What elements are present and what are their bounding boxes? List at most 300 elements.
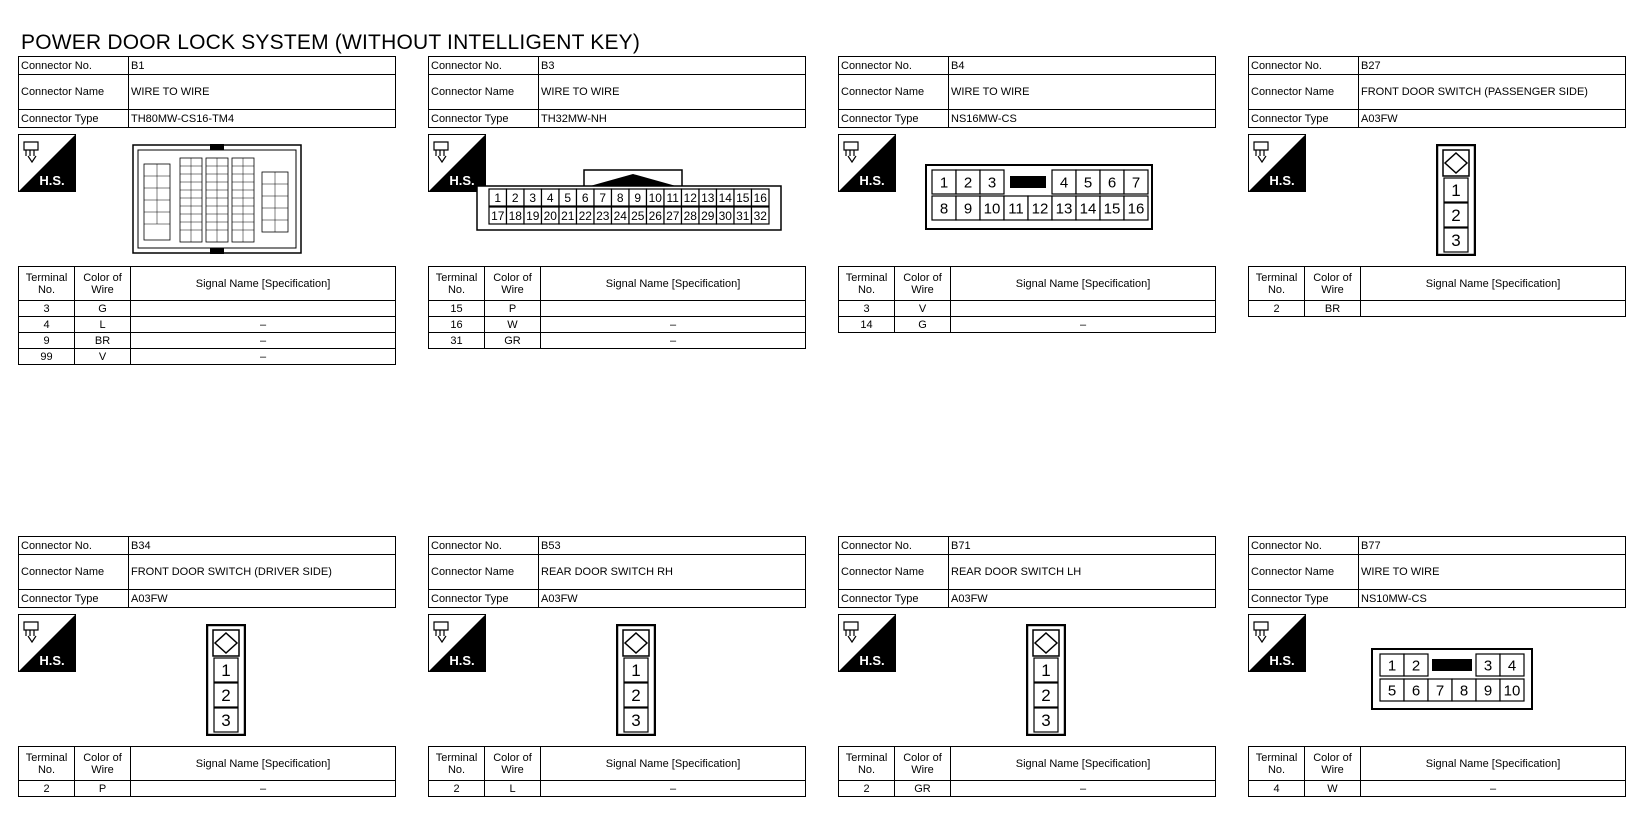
terminal-no-header: Terminal No. [839, 747, 895, 781]
connector-type-value: A03FW [1359, 110, 1626, 128]
connector-face-b27 [1436, 144, 1476, 256]
connector-name-value: WIRE TO WIRE [539, 75, 806, 110]
terminal-table [428, 266, 806, 349]
svg-text:6: 6 [1107, 174, 1117, 192]
terminal-no: 16 [429, 317, 485, 333]
svg-text:4: 4 [546, 190, 554, 205]
pin-10 [647, 189, 665, 206]
table-row [1249, 301, 1626, 317]
connector-type-label: Connector Type [839, 590, 949, 608]
svg-text:2: 2 [963, 174, 973, 192]
pin-1 [1444, 178, 1468, 202]
terminal-no: 15 [429, 301, 485, 317]
connector-type-value: TH80MW-CS16-TM4 [129, 110, 396, 128]
connector-face-b71 [1026, 624, 1066, 736]
connector-block-b77 [1248, 536, 1626, 797]
pin-2 [1444, 203, 1468, 227]
pin-29 [699, 207, 717, 224]
svg-text:1: 1 [221, 661, 231, 681]
pin-3 [624, 708, 648, 732]
harness-side-icon [838, 134, 896, 192]
svg-text:10: 10 [648, 190, 662, 205]
connector-type-label: Connector Type [19, 590, 129, 608]
svg-text:32: 32 [753, 208, 767, 223]
connector-name-value: WIRE TO WIRE [1359, 555, 1626, 590]
connector-block-b3 [428, 56, 806, 349]
key-slot [1432, 659, 1472, 671]
pin-1 [214, 658, 238, 682]
pin-14 [717, 189, 735, 206]
signal-name: – [131, 317, 396, 333]
color-header: Color of Wire [1305, 267, 1361, 301]
pin-6 [1100, 170, 1124, 194]
connector-diagram [1248, 128, 1626, 266]
wire-color: W [485, 317, 541, 333]
signal-name [951, 301, 1216, 317]
svg-text:24: 24 [613, 208, 627, 223]
pin-12 [1028, 196, 1052, 220]
svg-text:28: 28 [683, 208, 697, 223]
connector-name-label: Connector Name [19, 555, 129, 590]
connector-block-b27 [1248, 56, 1626, 317]
pin-2 [1404, 654, 1428, 676]
connector-name-value: WIRE TO WIRE [129, 75, 396, 110]
connector-no-label: Connector No. [429, 57, 539, 75]
connector-info-table [18, 536, 396, 608]
connector-info-table [1248, 56, 1626, 128]
pin-3 [1034, 708, 1058, 732]
hs-label: H.S. [859, 173, 885, 188]
connector-no-label: Connector No. [19, 57, 129, 75]
svg-text:2: 2 [1451, 206, 1461, 226]
color-header: Color of Wire [75, 267, 131, 301]
hs-label: H.S. [859, 653, 885, 668]
hs-label: H.S. [449, 173, 475, 188]
svg-text:9: 9 [1483, 682, 1493, 700]
connector-type-label: Connector Type [839, 110, 949, 128]
signal-header: Signal Name [Specification] [951, 267, 1216, 301]
signal-header: Signal Name [Specification] [131, 267, 396, 301]
signal-name: – [951, 781, 1216, 797]
terminal-no: 2 [1249, 301, 1305, 317]
connector-no-label: Connector No. [1249, 57, 1359, 75]
signal-header: Signal Name [Specification] [131, 747, 396, 781]
pin-19 [524, 207, 542, 224]
pin-2 [507, 189, 525, 206]
pin-10 [1500, 679, 1524, 701]
svg-text:12: 12 [683, 190, 697, 205]
connector-no-label: Connector No. [19, 537, 129, 555]
pin-22 [577, 207, 595, 224]
connector-type-label: Connector Type [429, 590, 539, 608]
connector-no-value: B3 [539, 57, 806, 75]
connector-diagram [428, 608, 806, 746]
pin-16 [1124, 196, 1148, 220]
terminal-table [18, 266, 396, 365]
signal-name: – [131, 349, 396, 365]
svg-text:1: 1 [1451, 181, 1461, 201]
svg-text:11: 11 [666, 190, 679, 205]
connector-type-value: NS10MW-CS [1359, 590, 1626, 608]
table-row [19, 333, 396, 349]
signal-name: – [541, 317, 806, 333]
harness-side-icon [1248, 614, 1306, 672]
wire-color: G [895, 317, 951, 333]
connector-name-label: Connector Name [19, 75, 129, 110]
connector-type-value: A03FW [539, 590, 806, 608]
svg-text:9: 9 [963, 200, 973, 218]
connector-name-label: Connector Name [1249, 75, 1359, 110]
terminal-table [1248, 266, 1626, 317]
color-header: Color of Wire [1305, 747, 1361, 781]
svg-text:6: 6 [581, 190, 589, 205]
signal-name: – [951, 317, 1216, 333]
pin-9 [1476, 679, 1500, 701]
terminal-no-header: Terminal No. [19, 267, 75, 301]
signal-name [131, 301, 396, 317]
svg-text:3: 3 [529, 190, 537, 205]
pin-1 [489, 189, 507, 206]
signal-name: – [131, 333, 396, 349]
terminal-table [18, 746, 396, 797]
connector-face-b4 [925, 164, 1153, 230]
connector-info-table [838, 56, 1216, 128]
terminal-table [838, 266, 1216, 333]
terminal-no-header: Terminal No. [19, 747, 75, 781]
terminal-table [838, 746, 1216, 797]
table-row [1249, 781, 1626, 797]
terminal-no-header: Terminal No. [1249, 747, 1305, 781]
wire-color: GR [485, 333, 541, 349]
svg-text:17: 17 [491, 208, 505, 223]
pin-3 [1476, 654, 1500, 676]
connector-type-value: A03FW [129, 590, 396, 608]
svg-text:2: 2 [631, 686, 641, 706]
svg-text:15: 15 [1103, 200, 1121, 218]
connector-no-value: B1 [129, 57, 396, 75]
wire-color: GR [895, 781, 951, 797]
terminal-no: 2 [19, 781, 75, 797]
pin-1 [1380, 654, 1404, 676]
connector-no-label: Connector No. [839, 537, 949, 555]
terminal-no: 4 [19, 317, 75, 333]
svg-text:8: 8 [616, 190, 624, 205]
pin-16 [752, 189, 770, 206]
color-header: Color of Wire [75, 747, 131, 781]
pin-2 [624, 683, 648, 707]
svg-text:20: 20 [543, 208, 557, 223]
connector-name-value: FRONT DOOR SWITCH (PASSENGER SIDE) [1359, 75, 1626, 110]
svg-text:8: 8 [939, 200, 949, 218]
connector-info-table [838, 536, 1216, 608]
pin-30 [717, 207, 735, 224]
signal-name: – [541, 781, 806, 797]
svg-text:7: 7 [1131, 174, 1141, 192]
pin-27 [664, 207, 682, 224]
connector-name-label: Connector Name [429, 555, 539, 590]
pin-15 [734, 189, 752, 206]
table-row [429, 333, 806, 349]
connector-diagram [428, 128, 806, 266]
connector-name-label: Connector Name [429, 75, 539, 110]
svg-text:31: 31 [736, 208, 750, 223]
table-row [429, 301, 806, 317]
signal-name: – [541, 333, 806, 349]
color-header: Color of Wire [895, 747, 951, 781]
connector-block-b34 [18, 536, 396, 797]
pin-5 [1380, 679, 1404, 701]
connector-type-label: Connector Type [1249, 110, 1359, 128]
pin-10 [980, 196, 1004, 220]
svg-text:26: 26 [648, 208, 662, 223]
svg-text:30: 30 [718, 208, 732, 223]
svg-text:8: 8 [1459, 682, 1469, 700]
terminal-table [1248, 746, 1626, 797]
connector-name-value: WIRE TO WIRE [949, 75, 1216, 110]
svg-text:21: 21 [561, 208, 575, 223]
svg-text:3: 3 [631, 711, 641, 731]
signal-header: Signal Name [Specification] [1361, 747, 1626, 781]
svg-text:14: 14 [1079, 200, 1097, 218]
connector-no-value: B4 [949, 57, 1216, 75]
connector-name-label: Connector Name [839, 555, 949, 590]
pin-5 [1076, 170, 1100, 194]
table-row [19, 301, 396, 317]
connector-diagram [18, 608, 396, 746]
pin-11 [664, 189, 682, 206]
pin-21 [559, 207, 577, 224]
hs-label: H.S. [39, 173, 65, 188]
pin-7 [1428, 679, 1452, 701]
pin-17 [489, 207, 507, 224]
signal-header: Signal Name [Specification] [541, 267, 806, 301]
connector-block-b1 [18, 56, 396, 365]
hs-label: H.S. [1269, 173, 1295, 188]
connector-name-label: Connector Name [839, 75, 949, 110]
connector-type-value: NS16MW-CS [949, 110, 1216, 128]
svg-text:3: 3 [1451, 231, 1461, 251]
connector-info-table [18, 56, 396, 128]
pin-25 [629, 207, 647, 224]
svg-text:3: 3 [1483, 657, 1493, 675]
svg-text:2: 2 [1041, 686, 1051, 706]
table-row [19, 317, 396, 333]
pin-4 [1500, 654, 1524, 676]
svg-text:9: 9 [634, 190, 642, 205]
table-row [19, 349, 396, 365]
pin-11 [1004, 196, 1028, 220]
table-row [839, 317, 1216, 333]
pin-12 [682, 189, 700, 206]
terminal-no-header: Terminal No. [429, 747, 485, 781]
table-row [839, 781, 1216, 797]
pin-13 [1052, 196, 1076, 220]
terminal-no: 31 [429, 333, 485, 349]
wire-color: P [485, 301, 541, 317]
wire-color: V [895, 301, 951, 317]
terminal-no: 9 [19, 333, 75, 349]
connector-diagram [838, 608, 1216, 746]
color-header: Color of Wire [485, 747, 541, 781]
connector-block-b4 [838, 56, 1216, 333]
harness-side-icon [18, 134, 76, 192]
terminal-no: 2 [839, 781, 895, 797]
terminal-no: 4 [1249, 781, 1305, 797]
pin-3 [1444, 228, 1468, 252]
hs-label: H.S. [449, 653, 475, 668]
pin-1 [624, 658, 648, 682]
connector-type-value: TH32MW-NH [539, 110, 806, 128]
wire-color: G [75, 301, 131, 317]
table-row [19, 781, 396, 797]
svg-text:23: 23 [596, 208, 610, 223]
svg-text:2: 2 [221, 686, 231, 706]
connector-no-value: B71 [949, 537, 1216, 555]
connector-face-b77 [1371, 648, 1533, 710]
pin-3 [524, 189, 542, 206]
svg-text:1: 1 [1041, 661, 1051, 681]
connector-info-table [428, 56, 806, 128]
pin-2 [214, 683, 238, 707]
harness-side-icon [838, 614, 896, 672]
svg-text:22: 22 [578, 208, 592, 223]
svg-text:15: 15 [736, 190, 750, 205]
svg-text:12: 12 [1031, 200, 1049, 218]
connector-block-b53 [428, 536, 806, 797]
svg-text:27: 27 [666, 208, 680, 223]
pin-7 [1124, 170, 1148, 194]
svg-text:5: 5 [1083, 174, 1093, 192]
pin-9 [956, 196, 980, 220]
pin-3 [214, 708, 238, 732]
pin-23 [594, 207, 612, 224]
pin-14 [1076, 196, 1100, 220]
terminal-table [428, 746, 806, 797]
pin-7 [594, 189, 612, 206]
connector-type-label: Connector Type [429, 110, 539, 128]
pin-20 [542, 207, 560, 224]
pin-24 [612, 207, 630, 224]
svg-text:25: 25 [631, 208, 645, 223]
svg-text:4: 4 [1507, 657, 1517, 675]
svg-text:2: 2 [1411, 657, 1421, 675]
table-row [429, 781, 806, 797]
pin-5 [559, 189, 577, 206]
signal-name [1361, 301, 1626, 317]
wire-color: BR [75, 333, 131, 349]
wire-color: W [1305, 781, 1361, 797]
wire-color: BR [1305, 301, 1361, 317]
pin-4 [1052, 170, 1076, 194]
pin-8 [1452, 679, 1476, 701]
connector-face-b1 [132, 144, 302, 254]
svg-text:2: 2 [511, 190, 519, 205]
pin-28 [682, 207, 700, 224]
wire-color: L [485, 781, 541, 797]
svg-text:19: 19 [526, 208, 540, 223]
connector-name-value: REAR DOOR SWITCH RH [539, 555, 806, 590]
svg-text:10: 10 [983, 200, 1001, 218]
signal-name: – [131, 781, 396, 797]
connector-no-label: Connector No. [429, 537, 539, 555]
harness-side-icon [18, 614, 76, 672]
pin-1 [932, 170, 956, 194]
connector-face-b34 [206, 624, 246, 736]
wire-color: P [75, 781, 131, 797]
svg-text:13: 13 [1055, 200, 1073, 218]
pin-6 [577, 189, 595, 206]
pin-8 [612, 189, 630, 206]
svg-text:7: 7 [599, 190, 607, 205]
pin-26 [647, 207, 665, 224]
pin-15 [1100, 196, 1124, 220]
terminal-no: 99 [19, 349, 75, 365]
connector-diagram [18, 128, 396, 266]
svg-text:29: 29 [701, 208, 715, 223]
connector-diagram [838, 128, 1216, 266]
svg-text:10: 10 [1503, 682, 1521, 700]
svg-text:13: 13 [701, 190, 715, 205]
connector-no-value: B77 [1359, 537, 1626, 555]
pin-13 [699, 189, 717, 206]
terminal-no-header: Terminal No. [429, 267, 485, 301]
connector-info-table [1248, 536, 1626, 608]
pin-9 [629, 189, 647, 206]
connector-no-value: B27 [1359, 57, 1626, 75]
connector-type-label: Connector Type [19, 110, 129, 128]
connector-no-value: B34 [129, 537, 396, 555]
pin-32 [752, 207, 770, 224]
terminal-no-header: Terminal No. [1249, 267, 1305, 301]
svg-text:14: 14 [718, 190, 732, 205]
pin-31 [734, 207, 752, 224]
terminal-no-header: Terminal No. [839, 267, 895, 301]
connector-name-value: REAR DOOR SWITCH LH [949, 555, 1216, 590]
connector-no-value: B53 [539, 537, 806, 555]
connector-block-b71 [838, 536, 1216, 797]
svg-text:7: 7 [1435, 682, 1445, 700]
pin-18 [507, 207, 525, 224]
page-title: POWER DOOR LOCK SYSTEM (WITHOUT INTELLIGENT KEY) [21, 31, 641, 54]
svg-text:1: 1 [1387, 657, 1397, 675]
svg-text:5: 5 [564, 190, 572, 205]
pin-1 [1034, 658, 1058, 682]
hs-label: H.S. [1269, 653, 1295, 668]
table-row [429, 317, 806, 333]
svg-text:3: 3 [987, 174, 997, 192]
connector-face-b3 [476, 166, 782, 232]
svg-text:6: 6 [1411, 682, 1421, 700]
harness-side-icon [1248, 134, 1306, 192]
signal-name [541, 301, 806, 317]
terminal-no: 3 [19, 301, 75, 317]
terminal-no: 3 [839, 301, 895, 317]
signal-header: Signal Name [Specification] [1361, 267, 1626, 301]
connector-no-label: Connector No. [839, 57, 949, 75]
harness-side-icon [428, 614, 486, 672]
terminal-no: 14 [839, 317, 895, 333]
svg-text:11: 11 [1008, 200, 1024, 218]
svg-text:1: 1 [631, 661, 641, 681]
connector-type-value: A03FW [949, 590, 1216, 608]
svg-text:1: 1 [939, 174, 949, 192]
wire-color: V [75, 349, 131, 365]
pin-2 [956, 170, 980, 194]
signal-header: Signal Name [Specification] [951, 747, 1216, 781]
hs-label: H.S. [39, 653, 65, 668]
key-slot [1010, 176, 1046, 188]
svg-text:3: 3 [1041, 711, 1051, 731]
